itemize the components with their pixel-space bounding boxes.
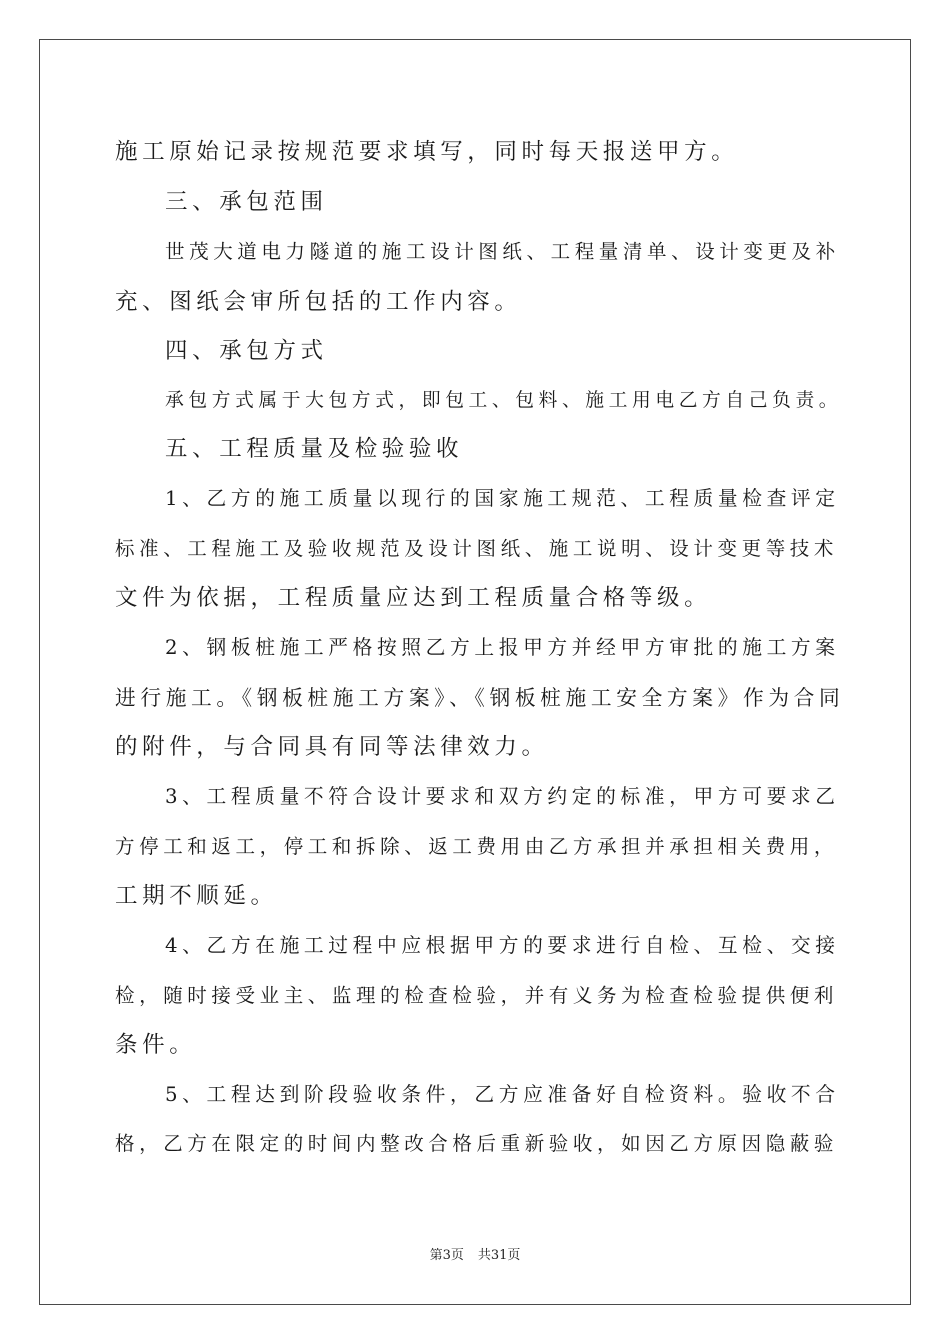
section-heading: 五、工程质量及检验验收 — [165, 436, 464, 462]
text-line: 检，随时接受业主、监理的检查检验，并有义务为检查检验提供便利 — [115, 984, 839, 1007]
text-line: 3、工程质量不符合设计要求和双方约定的标准，甲方可要求乙 — [165, 785, 840, 808]
page-total: 共31页 — [477, 1248, 521, 1263]
page-footer — [0, 1247, 950, 1265]
text-line: 施工原始记录按规范要求填写，同时每天报送甲方。 — [115, 139, 739, 165]
text-line: 5、工程达到阶段验收条件，乙方应准备好自检资料。验收不合 — [165, 1083, 840, 1106]
text-line: 2、钢板桩施工严格按照乙方上报甲方并经甲方审批的施工方案 — [165, 636, 840, 659]
text-line: 1、乙方的施工质量以现行的国家施工规范、工程质量检查评定 — [165, 487, 840, 510]
text-line: 标准、工程施工及验收规范及设计图纸、施工说明、设计变更等技术 — [115, 537, 839, 560]
text-line: 承包方式属于大包方式，即包工、包料、施工用电乙方自己负责。 — [165, 390, 843, 411]
section-heading: 三、承包范围 — [165, 189, 328, 215]
text-line: 文件为依据，工程质量应达到工程质量合格等级。 — [115, 585, 712, 611]
text-line: 4、乙方在施工过程中应根据甲方的要求进行自检、互检、交接 — [165, 934, 840, 957]
text-line: 充、图纸会审所包括的工作内容。 — [115, 289, 522, 315]
text-line: 进行施工。《钢板桩施工方案》、《钢板桩施工安全方案》作为合同 — [115, 686, 845, 710]
page-border — [39, 39, 911, 1305]
text-line: 格，乙方在限定的时间内整改合格后重新验收，如因乙方原因隐蔽验 — [115, 1132, 839, 1155]
text-line: 世茂大道电力隧道的施工设计图纸、工程量清单、设计变更及补 — [165, 240, 840, 263]
text-line: 工期不顺延。 — [115, 883, 278, 909]
page-number: 第3页 — [429, 1248, 464, 1263]
section-heading: 四、承包方式 — [165, 338, 328, 364]
text-line: 方停工和返工，停工和拆除、返工费用由乙方承担并承担相关费用， — [115, 835, 839, 858]
text-line: 条件。 — [115, 1032, 197, 1058]
text-line: 的附件，与合同具有同等法律效力。 — [115, 734, 549, 760]
